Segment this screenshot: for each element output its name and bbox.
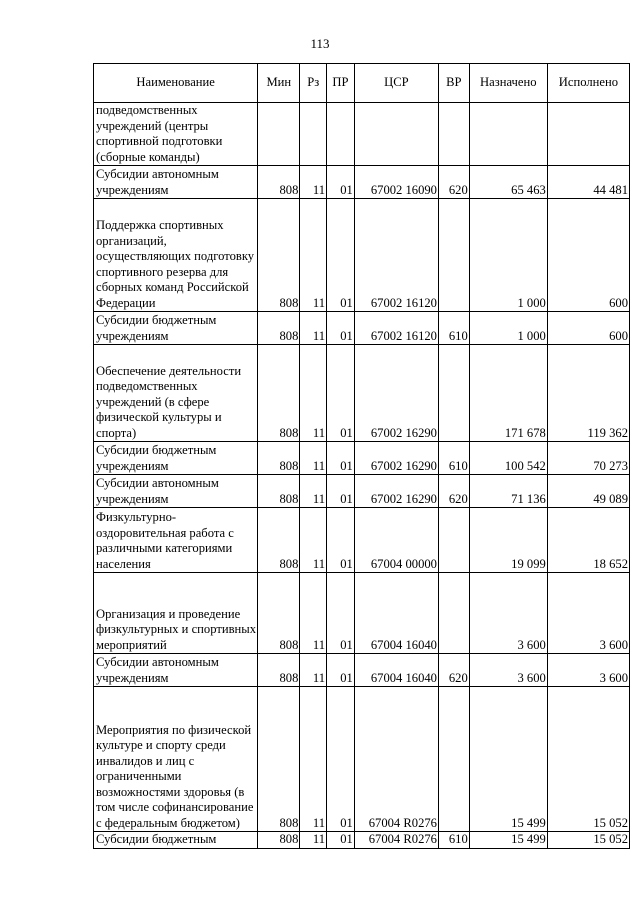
name-cell: Субсидии автономным учреждениям <box>94 475 258 508</box>
executed-cell: 119 362 <box>547 345 629 442</box>
section-cell: 11 <box>300 475 327 508</box>
assigned-cell: 71 136 <box>469 475 547 508</box>
expense-type-cell <box>438 345 469 442</box>
expense-type-cell: 610 <box>438 312 469 345</box>
section-cell <box>300 103 327 166</box>
table-row <box>94 832 630 849</box>
name-cell: Физкультурно-оздоровительная работа с различными категориями населения <box>94 508 258 573</box>
executed-cell: 49 089 <box>547 475 629 508</box>
name-cell: Организация и проведение физкультурных и спортивных мероприятий <box>94 573 258 654</box>
ministry-cell: 808 <box>258 312 300 345</box>
executed-cell: 15 052 <box>547 687 629 832</box>
assigned-cell: 3 600 <box>469 654 547 687</box>
expense-type-cell: 620 <box>438 654 469 687</box>
subsection-cell: 01 <box>327 573 355 654</box>
name-cell: подведомственных учреждений (центры спортивной подготовки (сборные команды) <box>94 103 258 166</box>
executed-cell: 18 652 <box>547 508 629 573</box>
ministry-cell: 808 <box>258 166 300 199</box>
executed-cell: 3 600 <box>547 573 629 654</box>
expense-type-cell <box>438 508 469 573</box>
column-header-assigned: Назначено <box>469 64 547 103</box>
expense-type-cell: 610 <box>438 832 469 849</box>
table-row <box>94 475 630 508</box>
assigned-cell: 3 600 <box>469 573 547 654</box>
table-body <box>94 103 630 849</box>
assigned-cell: 65 463 <box>469 166 547 199</box>
target-article-cell: 67002 16290 <box>354 345 438 442</box>
table-header-row <box>94 64 630 103</box>
subsection-cell: 01 <box>327 832 355 849</box>
section-cell: 11 <box>300 442 327 475</box>
section-cell: 11 <box>300 687 327 832</box>
target-article-cell: 67002 16290 <box>354 475 438 508</box>
expense-type-cell: 620 <box>438 166 469 199</box>
expense-type-cell: 620 <box>438 475 469 508</box>
section-cell: 11 <box>300 199 327 312</box>
target-article-cell: 67002 16120 <box>354 199 438 312</box>
section-cell: 11 <box>300 345 327 442</box>
subsection-cell: 01 <box>327 687 355 832</box>
subsection-cell: 01 <box>327 166 355 199</box>
executed-cell: 44 481 <box>547 166 629 199</box>
table-row <box>94 345 630 442</box>
expense-type-cell <box>438 573 469 654</box>
ministry-cell: 808 <box>258 199 300 312</box>
executed-cell: 600 <box>547 199 629 312</box>
column-header-executed: Исполнено <box>547 64 629 103</box>
table-row <box>94 166 630 199</box>
section-cell: 11 <box>300 654 327 687</box>
table-row <box>94 687 630 832</box>
column-header-target-article: ЦСР <box>354 64 438 103</box>
expense-type-cell: 610 <box>438 442 469 475</box>
section-cell: 11 <box>300 166 327 199</box>
expense-type-cell <box>438 687 469 832</box>
assigned-cell: 1 000 <box>469 312 547 345</box>
ministry-cell: 808 <box>258 508 300 573</box>
ministry-cell: 808 <box>258 654 300 687</box>
assigned-cell: 100 542 <box>469 442 547 475</box>
subsection-cell: 01 <box>327 654 355 687</box>
target-article-cell: 67004 R0276 <box>354 687 438 832</box>
ministry-cell: 808 <box>258 573 300 654</box>
section-cell: 11 <box>300 832 327 849</box>
subsection-cell: 01 <box>327 508 355 573</box>
table-row <box>94 312 630 345</box>
table-row <box>94 573 630 654</box>
assigned-cell: 15 499 <box>469 832 547 849</box>
column-header-section: Рз <box>300 64 327 103</box>
assigned-cell: 15 499 <box>469 687 547 832</box>
expense-type-cell <box>438 199 469 312</box>
target-article-cell: 67002 16120 <box>354 312 438 345</box>
subsection-cell <box>327 103 355 166</box>
section-cell: 11 <box>300 508 327 573</box>
ministry-cell: 808 <box>258 832 300 849</box>
assigned-cell: 1 000 <box>469 199 547 312</box>
name-cell: Субсидии бюджетным учреждениям <box>94 442 258 475</box>
column-header-ministry: Мин <box>258 64 300 103</box>
table-row <box>94 103 630 166</box>
target-article-cell: 67004 16040 <box>354 573 438 654</box>
name-cell: Поддержка спортивных организаций, осуществляющих подготовку спортивного резерва для сборных команд Российской Федерации <box>94 199 258 312</box>
subsection-cell: 01 <box>327 442 355 475</box>
assigned-cell: 19 099 <box>469 508 547 573</box>
subsection-cell: 01 <box>327 199 355 312</box>
target-article-cell: 67002 16090 <box>354 166 438 199</box>
table-row <box>94 508 630 573</box>
name-cell: Субсидии автономным учреждениям <box>94 166 258 199</box>
name-cell: Обеспечение деятельности подведомственных учреждений (в сфере физической культуры и спорта) <box>94 345 258 442</box>
ministry-cell: 808 <box>258 687 300 832</box>
target-article-cell: 67004 R0276 <box>354 832 438 849</box>
page-number: 113 <box>310 36 330 51</box>
table-row <box>94 442 630 475</box>
ministry-cell: 808 <box>258 442 300 475</box>
target-article-cell <box>354 103 438 166</box>
subsection-cell: 01 <box>327 475 355 508</box>
ministry-cell <box>258 103 300 166</box>
section-cell: 11 <box>300 573 327 654</box>
column-header-expense-type: ВР <box>438 64 469 103</box>
table-row <box>94 199 630 312</box>
budget-execution-table <box>93 63 630 849</box>
assigned-cell: 171 678 <box>469 345 547 442</box>
executed-cell: 600 <box>547 312 629 345</box>
subsection-cell: 01 <box>327 345 355 442</box>
name-cell: Субсидии автономным учреждениям <box>94 654 258 687</box>
expense-type-cell <box>438 103 469 166</box>
executed-cell: 70 273 <box>547 442 629 475</box>
subsection-cell: 01 <box>327 312 355 345</box>
executed-cell: 3 600 <box>547 654 629 687</box>
target-article-cell: 67004 00000 <box>354 508 438 573</box>
ministry-cell: 808 <box>258 345 300 442</box>
name-cell: Мероприятия по физической культуре и спорту среди инвалидов и лиц с ограниченными возможностями здоровья (в том числе софинансирование с федеральным бюджетом) <box>94 687 258 832</box>
executed-cell: 15 052 <box>547 832 629 849</box>
section-cell: 11 <box>300 312 327 345</box>
target-article-cell: 67004 16040 <box>354 654 438 687</box>
column-header-subsection: ПР <box>327 64 355 103</box>
table-row <box>94 654 630 687</box>
column-header-name: Наименование <box>94 64 258 103</box>
ministry-cell: 808 <box>258 475 300 508</box>
assigned-cell <box>469 103 547 166</box>
target-article-cell: 67002 16290 <box>354 442 438 475</box>
name-cell: Субсидии бюджетным учреждениям <box>94 312 258 345</box>
executed-cell <box>547 103 629 166</box>
name-cell: Субсидии бюджетным <box>94 832 258 849</box>
